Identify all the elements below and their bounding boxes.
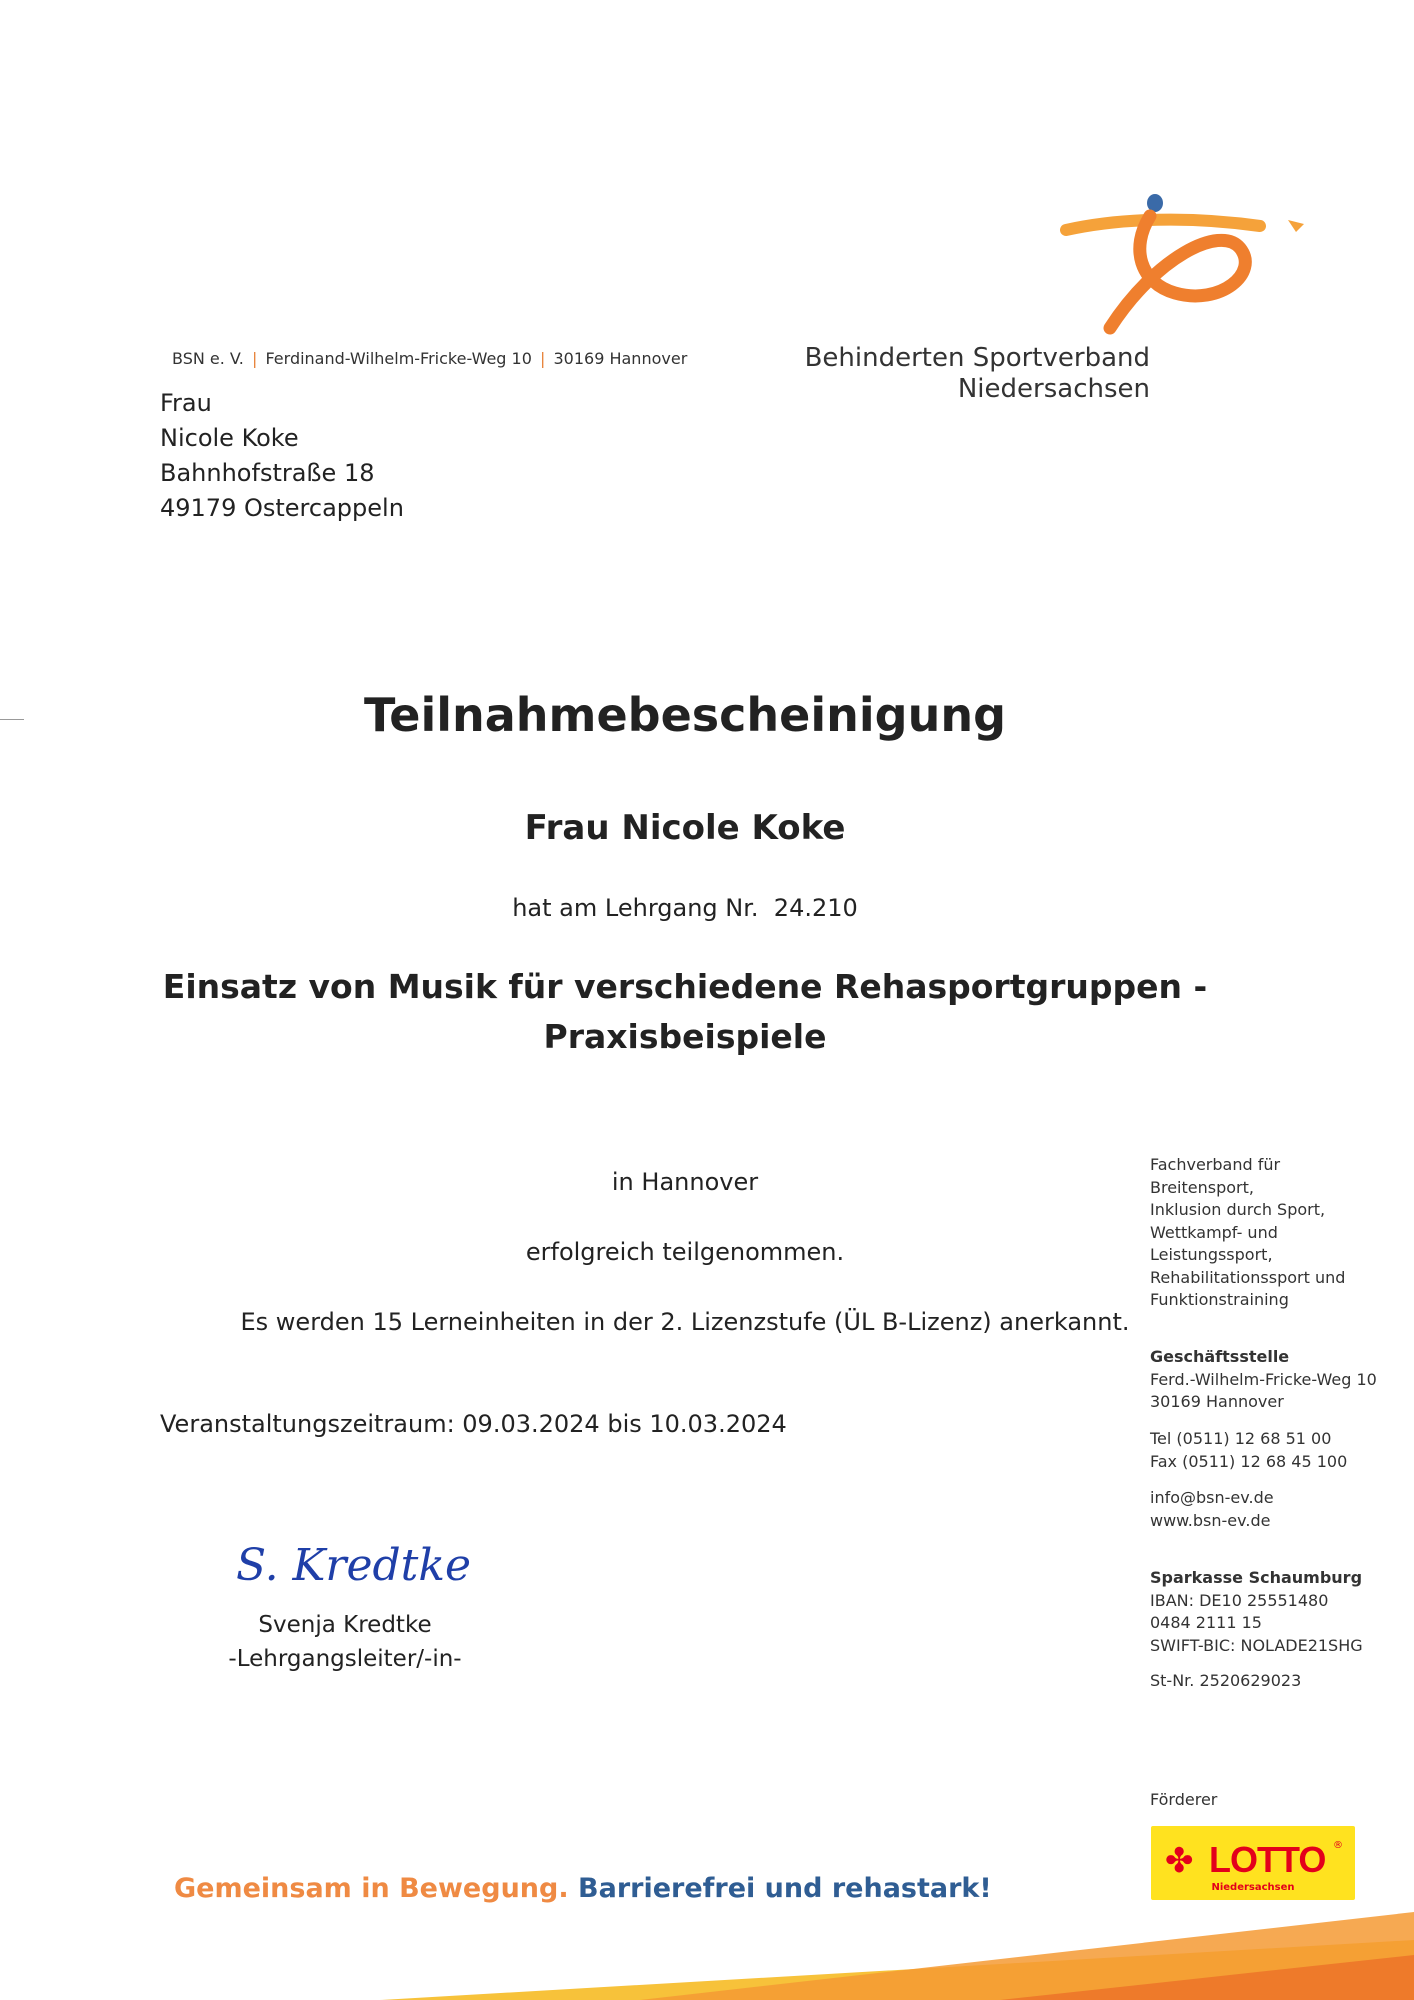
signer-name: Svenja Kredtke [258,1612,432,1638]
tax-number: St-Nr. 2520629023 [1150,1671,1302,1690]
sender-street: Ferdinand-Wilhelm-Fricke-Weg 10 [265,349,532,368]
lotto-sponsor-logo [1151,1826,1355,1900]
bsn-logo [1060,188,1310,338]
registered-mark: ® [1333,1840,1343,1851]
logo-arm-swoosh [1066,220,1260,230]
sidebar-phone [1150,1428,1400,1473]
separator: | [251,349,258,368]
participant-name: Frau Nicole Koke [524,808,846,848]
signature-script: S. Kredtke [236,1540,472,1591]
logo-head [1147,194,1163,212]
slogan-part-1: Gemeinsam in Bewegung. [174,1873,569,1904]
footer-stripes [0,1900,1414,2000]
sender-org: BSN e. V. [172,349,244,368]
phone-number: Tel (0511) 12 68 51 00 [1150,1429,1332,1448]
logo-hand [1288,220,1304,232]
sender-address-line [172,349,687,368]
email-address: info@bsn-ev.de [1150,1488,1274,1507]
website: www.bsn-ev.de [1150,1510,1271,1530]
recipient-name: Nicole Koke [160,424,299,452]
bank-heading: Sparkasse Schaumburg [1150,1568,1363,1587]
event-period: Veranstaltungszeitraum: 09.03.2024 bis 10.03.2024 [160,1410,787,1438]
sender-city: 30169 Hannover [553,349,688,368]
slogan-part-2: Barrierefrei und rehastark! [578,1873,992,1904]
signer-block [210,1608,480,1676]
course-title: Einsatz von Musik für verschiedene Rehasportgruppen - Praxisbeispiele [162,967,1208,1056]
recipient-city: 49179 Ostercappeln [160,494,404,522]
course-location: in Hannover [611,1168,759,1196]
organization-name: Behinderten Sportverband Niedersachsen [804,343,1150,404]
signer-role: -Lehrgangsleiter/-in- [228,1646,462,1672]
recipient-salutation: Frau [160,389,212,417]
learning-units-statement: Es werden 15 Lerneinheiten in der 2. Lizenzstufe (ÜL B-Lizenz) anerkannt. [240,1308,1130,1336]
clover-icon: ✤ [1165,1841,1194,1881]
sidebar-description: Fachverband für Breitensport, Inklusion durch Sport, Wettkampf- und Leistungssport, Rehabilitationssport und Funktionstraining [1150,1155,1346,1309]
recipient-address [160,386,404,526]
logo-body-swoosh [1110,216,1245,328]
completion-statement: erfolgreich teilgenommen. [525,1238,845,1266]
sidebar-contact [1150,1487,1400,1532]
office-heading: Geschäftsstelle [1150,1347,1290,1366]
sidebar-office: Geschäftsstelle Ferd.-Wilhelm-Fricke-Weg 10 30169 Hannover [1150,1346,1400,1414]
separator: | [540,349,546,368]
course-number-line: hat am Lehrgang Nr. 24.210 [512,894,858,922]
lotto-region: Niedersachsen [1211,1882,1295,1893]
recipient-street: Bahnhofstraße 18 [160,459,375,487]
sponsor-label: Förderer [1150,1790,1218,1809]
lotto-wordmark: LOTTO [1209,1839,1326,1880]
fax-number: Fax (0511) 12 68 45 100 [1150,1451,1348,1471]
handwritten-signature [232,1528,492,1598]
certificate-title: Teilnahmebescheinigung [363,688,1007,742]
sidebar-bank: Sparkasse Schaumburg IBAN: DE10 25551480 0484 2111 15 SWIFT-BIC: NOLADE21SHG [1150,1567,1400,1657]
course-number: 24.210 [773,894,858,922]
